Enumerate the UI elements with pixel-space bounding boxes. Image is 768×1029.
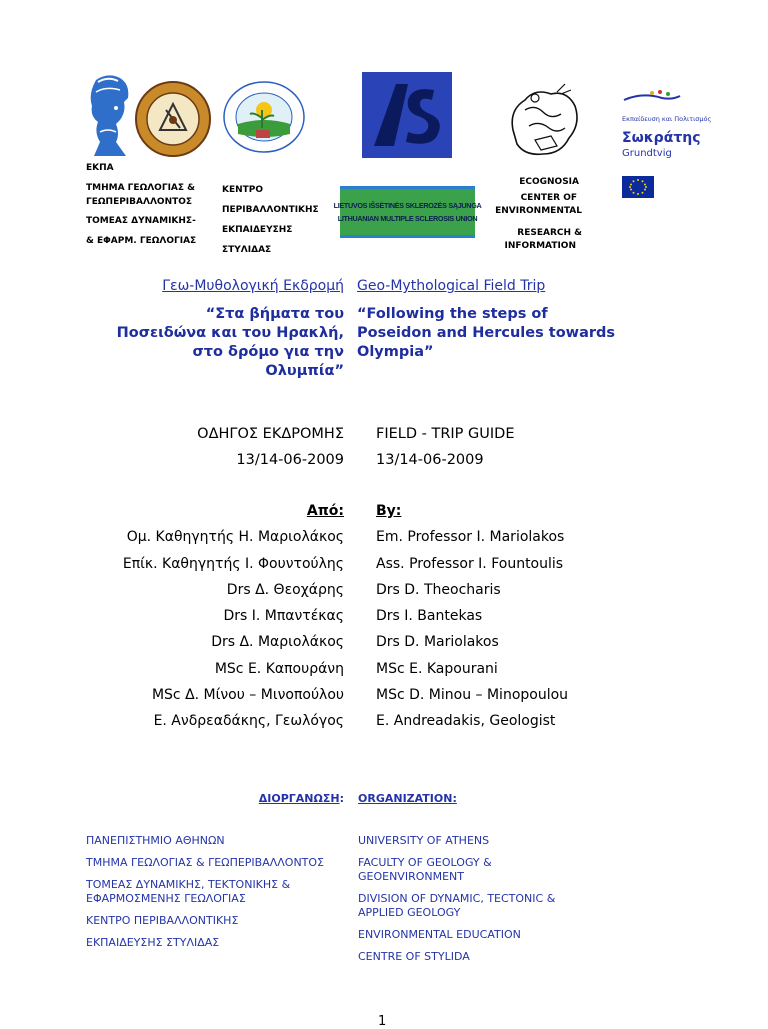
- lithuanian-banner-line2: LITHUANIAN MULTIPLE SCLEROSIS UNION: [337, 214, 478, 223]
- organization-item-en: DIVISION OF DYNAMIC, TECTONIC & APPLIED GEOLOGY: [358, 892, 556, 919]
- author-en: MSc E. Kapourani: [376, 660, 498, 677]
- organization-label-gr-wrap: [259, 792, 344, 805]
- guide-date-gr: 13/14-06-2009: [236, 452, 344, 468]
- trip-title-gr[interactable]: Γεω-Μυθολογική Εκδρομή: [162, 278, 344, 294]
- organization-label-gr-colon: :: [339, 792, 344, 805]
- header-left-block: [86, 160, 196, 250]
- kpe-stylida-logo: [222, 80, 306, 154]
- trip-subtitle-gr: “Στα βήματα του Ποσειδώνα και του Ηρακλή, στο δρόμο για την Ολυμπία”: [116, 306, 344, 379]
- guide-block-gr: [197, 421, 344, 473]
- page-number: 1: [378, 1014, 387, 1029]
- header-right-line: CENTER OF: [520, 193, 577, 203]
- organization-item-en: CENTRE OF STYLIDA: [358, 950, 470, 963]
- author-en: E. Andreadakis, Geologist: [376, 713, 556, 730]
- socrates-small-text: Εκπαίδευση και Πολιτισμός: [622, 115, 712, 123]
- eu-flag-logo: [622, 176, 654, 198]
- organization-list-gr: [86, 834, 326, 958]
- socrates-title: Σωκράτης: [622, 130, 701, 146]
- geology-seal-logo: [134, 80, 212, 158]
- author-en: Ass. Professor I. Fountoulis: [376, 555, 564, 572]
- authors-by-label-gr: Από:: [306, 503, 344, 519]
- author-gr: Ε. Ανδρεαδάκης, Γεωλόγος: [153, 713, 344, 730]
- author-en: Drs I. Bantekas: [376, 608, 483, 625]
- header-right-line: ENVIRONMENTAL: [495, 206, 582, 216]
- author-gr: Ομ. Καθηγητής Η. Μαριολάκος: [126, 529, 344, 546]
- author-gr: Drs Δ. Μαριολάκος: [211, 634, 344, 651]
- author-gr: MSc Ε. Καπουράνη: [214, 660, 344, 677]
- header-center-line: ΕΚΠΑΙΔΕΥΣΗΣ: [222, 225, 293, 235]
- guide-label-gr: ΟΔΗΓΟΣ ΕΚΔΡΟΜΗΣ: [197, 426, 344, 442]
- organization-item-gr: ΠΑΝΕΠΙΣΤΗΜΙΟ ΑΘΗΝΩΝ: [86, 834, 225, 847]
- authors-en: [376, 498, 568, 735]
- header-left-line: ΕΚΠΑ: [86, 163, 114, 173]
- authors-gr: [123, 498, 344, 735]
- organization-item-en: FACULTY OF GEOLOGY & GEOENVIRONMENT: [358, 856, 492, 883]
- author-en: MSc D. Minou – Minopoulou: [376, 687, 569, 704]
- header-center-line: ΚΕΝΤΡΟ: [222, 185, 264, 195]
- guide-label-en: FIELD - TRIP GUIDE: [376, 426, 515, 442]
- as-logo: [362, 72, 452, 158]
- guide-block-en: [376, 421, 515, 473]
- header-left-line: ΤΜΗΜΑ ΓΕΩΛΟΓΙΑΣ &: [86, 183, 196, 193]
- athena-logo: [86, 72, 136, 158]
- author-en: Drs D. Mariolakos: [376, 634, 499, 651]
- header-right-line: ECOGNOSIA: [519, 177, 579, 187]
- header-right-line: RESEARCH &: [517, 228, 582, 238]
- author-gr: Επίκ. Καθηγητής Ι. Φουντούλης: [122, 555, 344, 572]
- author-gr: MSc Δ. Μίνου – Μινοπούλου: [151, 687, 344, 704]
- trip-title-en[interactable]: Geo-Mythological Field Trip: [357, 278, 546, 294]
- header-right-line: INFORMATION: [504, 241, 576, 251]
- author-gr: Drs Δ. Θεοχάρης: [226, 581, 344, 598]
- header-center-line: ΠΕΡΙΒΑΛΛΟΝΤΙΚΗΣ: [222, 205, 319, 215]
- organization-item-en: ENVIRONMENTAL EDUCATION: [358, 928, 521, 941]
- socrates-grundtvig-logo: [622, 90, 742, 170]
- author-gr: Drs Ι. Μπαντέκας: [223, 608, 344, 625]
- lithuanian-ms-union-banner: [333, 186, 482, 238]
- guide-date-en: 13/14-06-2009: [376, 452, 484, 468]
- organization-item-gr: ΕΚΠΑΙΔΕΥΣΗΣ ΣΤΥΛΙΔΑΣ: [86, 936, 220, 949]
- author-en: Em. Professor I. Mariolakos: [376, 529, 565, 546]
- organization-item-gr: ΚΕΝΤΡΟ ΠΕΡΙΒΑΛΛΟΝΤΙΚΗΣ: [86, 914, 239, 927]
- authors-by-label-en: By:: [376, 503, 402, 519]
- header-left-line: & ΕΦΑΡΜ. ΓΕΩΛΟΓΙΑΣ: [86, 236, 197, 246]
- header-center-block: [222, 180, 319, 260]
- socrates-subtitle: Grundtvig: [622, 148, 672, 159]
- header-right-block: [490, 174, 582, 252]
- lithuanian-banner-line1: LIETUVOS IŠSĖTINĖS SKLEROZĖS SĄJUNGA: [333, 201, 482, 210]
- header-center-line: ΣΤΥΛΙΔΑΣ: [222, 245, 272, 255]
- author-en: Drs D. Theocharis: [376, 581, 501, 598]
- organization-item-en: UNIVERSITY OF ATHENS: [358, 834, 490, 847]
- ecognosia-logo: [505, 80, 583, 164]
- organization-list-en: [358, 834, 588, 972]
- trip-subtitle-en: “Following the steps of Poseidon and Hercules towards Olympia”: [357, 306, 616, 360]
- header-left-line: ΓΕΩΠΕΡΙΒΑΛΛΟΝΤΟΣ: [86, 197, 193, 207]
- organization-item-gr: ΤΜΗΜΑ ΓΕΩΛΟΓΙΑΣ & ΓΕΩΠΕΡΙΒΑΛΛΟΝΤΟΣ: [86, 856, 324, 869]
- header-left-line: ΤΟΜΕΑΣ ΔΥΝΑΜΙΚΗΣ-: [86, 216, 196, 226]
- organization-label-gr: ΔΙΟΡΓΑΝΩΣΗ: [258, 792, 340, 805]
- organization-label-en: ORGANIZATION:: [358, 792, 457, 805]
- organization-item-gr: ΤΟΜΕΑΣ ΔΥΝΑΜΙΚΗΣ, ΤΕΚΤΟΝΙΚΗΣ & ΕΦΑΡΜΟΣΜΕΝΗΣ ΓΕΩΛΟΓΙΑΣ: [86, 878, 291, 905]
